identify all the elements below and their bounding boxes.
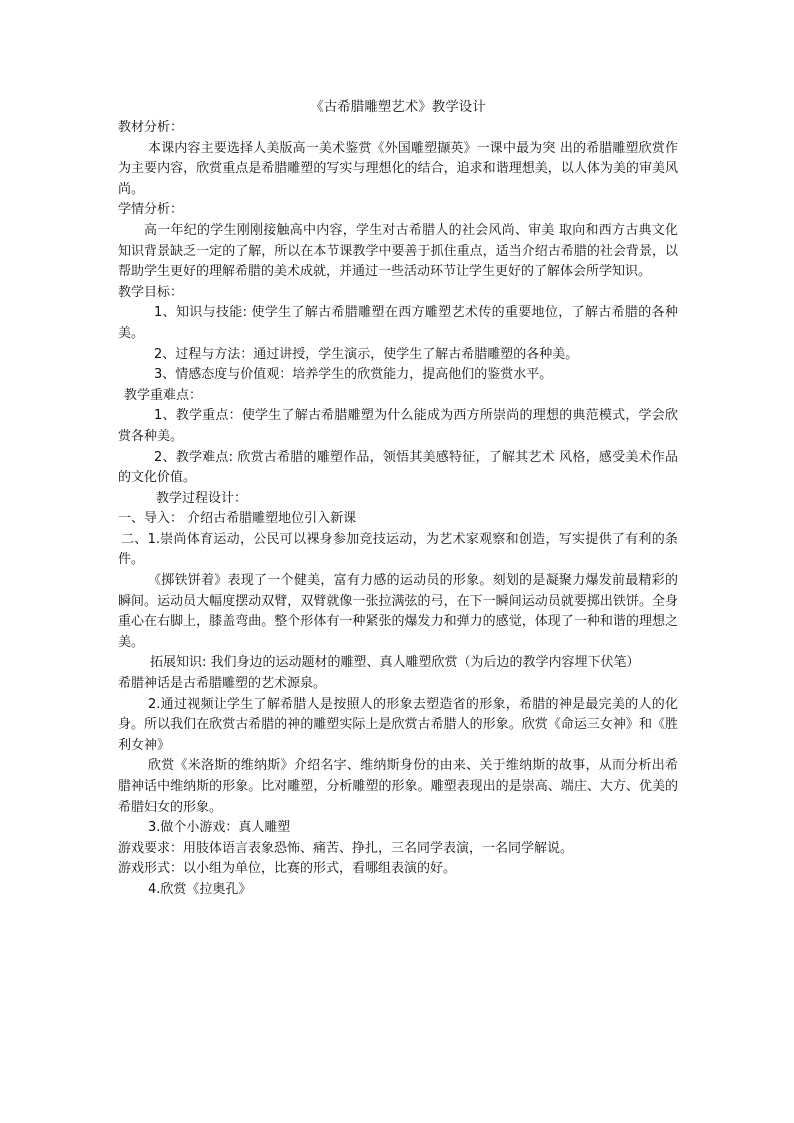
- paragraph-11: 2、教学难点: 欣赏古希腊的雕塑作品，领悟其美感特征，了解其艺术 风格，感受美术作品的文化价值。: [118, 449, 678, 486]
- document-title: 《古希腊雕塑艺术》教学设计: [310, 99, 486, 115]
- document-page: [118, 96, 678, 901]
- paragraph-7: 2、过程与方法：通过讲授，学生演示，使学生了解古希腊雕塑的各种美。: [154, 346, 579, 362]
- paragraph-6: 1、知识与技能: 使学生了解古希腊雕塑在西方雕塑艺术传的重要地位，了解古希腊的各种美。: [118, 305, 678, 341]
- paragraph-22: 游戏形式：以小组为单位，比赛的形式，看哪组表演的好。: [118, 861, 457, 877]
- paragraph-16: 拓展知识: 我们身边的运动题材的雕塑、真人雕塑欣赏（为后边的教学内容埋下伏笔）: [150, 655, 640, 671]
- paragraph-5: 教学目标：: [118, 284, 184, 300]
- paragraph-9: 教学重难点：: [124, 387, 203, 403]
- paragraph-8: 3、情感态度与价值观：培养学生的欣赏能力，提高他们的鉴赏水平。: [154, 367, 553, 383]
- paragraph-14: 二、1.崇尚体育运动，公民可以裸身参加竞技运动，为艺术家观察和创造，写实提供了有利的条件。: [118, 531, 678, 568]
- paragraph-10: 1、教学重点：使学生了解古希腊雕塑为什么能成为西方所崇尚的理想的典范模式，学会欣赏各种美。: [118, 408, 678, 444]
- paragraph-15: 《掷铁饼着》表现了一个健美，富有力感的运动员的形象。刻划的是凝聚力爆发前最精彩的瞬间。运动员大幅度摆动双臂，双臂就像一张拉满弦的弓，在下一瞬间运动员就要掷出铁饼。全身重心在右脚上，膝盖弯曲。整个形体有一种紧张的爆发力和弹力的感觉，体现了一种和谐的理想之美。: [118, 573, 678, 650]
- paragraph-17: 希腊神话是古希腊雕塑的艺术源泉。: [118, 676, 327, 692]
- paragraph-2: 本课内容主要选择人美版高一美术鉴赏《外国雕塑撷英》一课中最为突 出的希腊雕塑欣赏作为主要内容，欣赏重点是希腊雕塑的写实与理想化的结合，追求和谐理想美，以人体为美的审美风尚。: [118, 140, 678, 197]
- document-body: [118, 118, 678, 901]
- paragraph-23: 4.欣赏《拉奥孔》: [148, 881, 252, 897]
- paragraph-3: 学情分析：: [118, 202, 184, 218]
- paragraph-19: 欣赏《米洛斯的维纳斯》介绍名字、维纳斯身份的由来、关于维纳斯的故事，从而分析出希腊神话中维纳斯的形象。比对雕塑，分析雕塑的形象。雕塑表现出的是崇高、端庄、大方、优美的希腊妇女的形象。: [118, 758, 678, 815]
- paragraph-12: 教学过程设计：: [156, 490, 248, 506]
- paragraph-4: 高一年纪的学生刚刚接触高中内容，学生对古希腊人的社会风尚、审美 取向和西方古典文化知识背景缺乏一定的了解，所以在本节课教学中要善于抓住重点，适当介绍古希腊的社会背景，以帮助学生更好的理解希腊的美术成就，并通过一些活动环节让学生更好的了解体会所学知识。: [118, 222, 678, 280]
- paragraph-13: 一、导入： 介绍古希腊雕塑地位引入新课: [118, 511, 357, 527]
- paragraph-1: 教材分析：: [118, 120, 184, 135]
- paragraph-18: 2.通过视频让学生了解希腊人是按照人的形象去塑造省的形象，希腊的神是最完美的人的化身。所以我们在欣赏古希腊的神的雕塑实际上是欣赏古希腊人的形象。欣赏《命运三女神》和《胜利女神》: [118, 696, 678, 753]
- paragraph-21: 游戏要求：用肢体语言表象恐怖、痛苦、挣扎，三名同学表演，一名同学解说。: [118, 840, 574, 856]
- paragraph-20: 3.做个小游戏：真人雕塑: [148, 820, 291, 836]
